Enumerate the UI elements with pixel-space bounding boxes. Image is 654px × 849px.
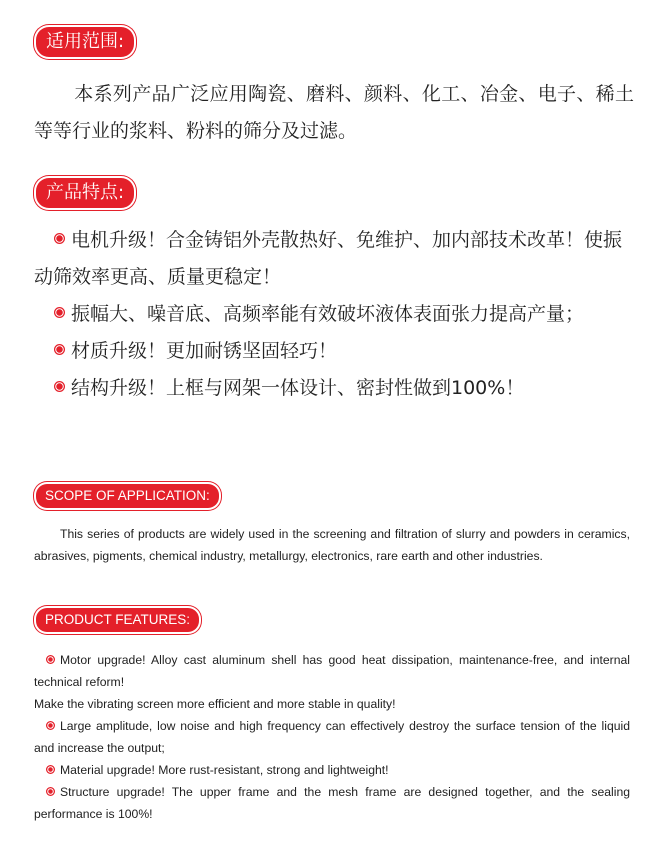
features-list-en: [34, 649, 630, 825]
scope-text-en: [34, 523, 630, 567]
scope-text-en-content: This series of products are widely used in the screening and filtration of slurry and powders in ceramics, abrasives, pigments, chemical industry, metallurgy, electronics, rare earth and other industries.: [34, 527, 630, 563]
features-title-en: PRODUCT FEATURES:: [36, 608, 199, 632]
feature-en-1b: Make the vibrating screen more efficient and more stable in quality!: [34, 697, 396, 711]
feature-en-3-text: Material upgrade! More rust-resistant, strong and lightweight!: [60, 763, 389, 777]
feature-en-1-text: Motor upgrade! Alloy cast aluminum shell has good heat dissipation, maintenance-free, and internal technical reform!: [34, 653, 630, 689]
red-circle-bullet-icon: [54, 307, 65, 318]
feature-cn-3: [34, 333, 644, 370]
feature-cn-4: [34, 370, 644, 407]
red-circle-bullet-icon: [54, 233, 65, 244]
red-circle-bullet-icon: [54, 344, 65, 355]
feature-en-4-text: Structure upgrade! The upper frame and the mesh frame are designed together, and the sealing performance is 100%!: [34, 785, 630, 821]
feature-en-2-text: Large amplitude, low noise and high frequency can effectively destroy the surface tension of the liquid and increase the output;: [34, 719, 630, 755]
scope-title-en: SCOPE OF APPLICATION:: [36, 484, 219, 508]
feature-cn-2: [34, 296, 644, 333]
scope-title-cn: 适用范围:: [36, 27, 134, 57]
feature-en-3: [34, 759, 630, 781]
feature-en-4: [34, 781, 630, 825]
feature-cn-1: [34, 222, 640, 296]
feature-en-2: [34, 715, 630, 759]
red-circle-bullet-icon: [46, 655, 55, 664]
feature-cn-1-text: 电机升级！合金铸铝外壳散热好、免维护、加内部技术改革！使振动筛效率更高、质量更稳定！: [34, 229, 623, 288]
red-circle-bullet-icon: [46, 765, 55, 774]
red-circle-bullet-icon: [46, 721, 55, 730]
feature-cn-2-text: 振幅大、噪音底、高频率能有效破坏液体表面张力提高产量；: [71, 303, 585, 325]
feature-cn-4-text: 结构升级！上框与网架一体设计、密封性做到100%！: [71, 377, 525, 399]
scope-text-cn: [34, 76, 634, 150]
feature-en-1: [34, 649, 630, 693]
feature-cn-3-text: 材质升级！更加耐锈坚固轻巧！: [71, 340, 338, 362]
red-circle-bullet-icon: [54, 381, 65, 392]
scope-text-cn-content: 本系列产品广泛应用陶瓷、磨料、颜料、化工、冶金、电子、稀土等等行业的浆料、粉料的筛分及过滤。: [34, 83, 634, 142]
features-title-cn: 产品特点:: [36, 178, 134, 208]
red-circle-bullet-icon: [46, 787, 55, 796]
